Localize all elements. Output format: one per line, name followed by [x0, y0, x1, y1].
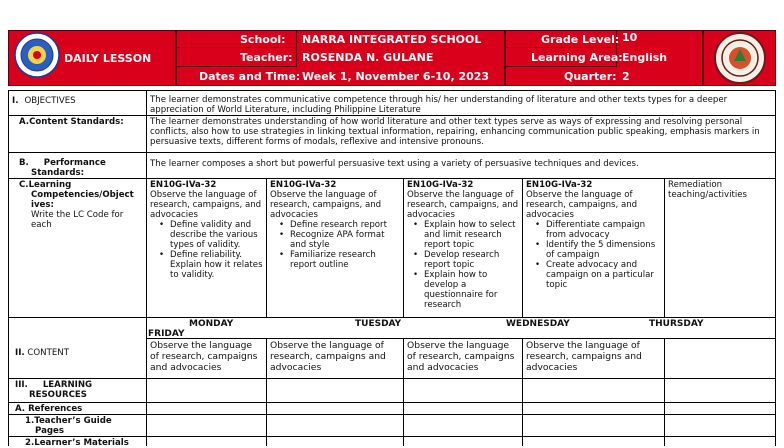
- competency-bullet: • Create advocacy and campaign on a particular topic: [526, 260, 661, 290]
- competency-bullet: • Define research report: [270, 220, 400, 230]
- deped-seal-icon: [14, 32, 60, 78]
- dates-label: Dates and Time:: [199, 70, 301, 83]
- competency-desc: Observe the language of research, campaigns, and advocacies: [407, 190, 519, 220]
- content-standards-row: [8, 115, 776, 152]
- performance-label-c: Standards:: [31, 168, 85, 178]
- competency-code: EN10G-IVa-32: [270, 180, 337, 190]
- objectives-label: OBJECTIVES: [24, 96, 76, 106]
- content-wednesday: Observe the language of research, campaigns and advocacies: [403, 339, 522, 378]
- resources-label-b: RESOURCES: [29, 390, 87, 400]
- competencies-label-d: Write the LC Code for: [31, 210, 124, 220]
- content-standards-text: The learner demonstrates understanding of how world literature and other text types serve as ways of expressing and resolving personal conflicts, also how to use strategies in linking textual information, repairing, enhancing communication public speaking, emphasis markers in persuasive texts, different forms of modals, reflexive and intensive pronouns.: [146, 116, 776, 152]
- content-row: [8, 317, 776, 378]
- learning-area-label: Learning Area:: [531, 51, 623, 64]
- day-wednesday: WEDNESDAY: [506, 319, 570, 329]
- competency-thursday: [522, 179, 664, 317]
- competency-bullet: • Identify the 5 dimensions of campaign: [526, 240, 661, 260]
- competency-bullet: • Recognize APA format and style: [270, 230, 400, 250]
- learning-area-value: English: [622, 51, 668, 64]
- resources-row: [8, 378, 776, 402]
- resources-num: III.: [15, 380, 28, 390]
- competency-code: EN10G-IVa-32: [150, 180, 217, 190]
- content-thursday: Observe the language of research, campaigns and advocacies: [522, 339, 664, 378]
- learners-materials-row: [8, 436, 776, 446]
- competency-desc: Observe the language of research, campaigns, and advocacies: [270, 190, 382, 220]
- content-friday: [664, 339, 776, 378]
- teacher-label: Teacher:: [240, 51, 293, 64]
- school-label: School:: [240, 33, 286, 46]
- dates-value: Week 1, November 6-10, 2023: [302, 70, 490, 83]
- competency-bullet: • Explain how to select and limit research report topic: [404, 220, 519, 250]
- content-num: II.: [15, 348, 25, 358]
- grade-label: Grade Level:: [541, 33, 620, 46]
- teachers-guide-label-cell: [8, 415, 146, 436]
- performance-standards-text: The learner composes a short but powerful persuasive text using a variety of persuasive techniques and devices.: [146, 153, 776, 178]
- competency-bullet: • Define validity and describe the various types of validity.: [150, 220, 263, 250]
- learners-materials-label: 2.Learner’s Materials: [8, 437, 146, 446]
- competency-monday: [146, 179, 266, 317]
- competency-wednesday: [403, 179, 522, 317]
- content-monday: Observe the language of research, campaigns and advocacies: [146, 339, 266, 378]
- daily-lesson-title: DAILY LESSON: [64, 52, 152, 65]
- resources-label-a: LEARNING: [42, 380, 93, 390]
- objectives-label-cell: [8, 91, 146, 115]
- references-label: A. References: [8, 403, 146, 414]
- grade-value: 10: [622, 31, 638, 44]
- competency-desc: Observe the language of research, campaigns, and advocacies: [150, 190, 262, 220]
- references-row: [8, 402, 776, 414]
- objectives-row: [8, 90, 776, 115]
- competency-code: EN10G-IVa-32: [407, 180, 474, 190]
- day-thursday: THURSDAY: [649, 319, 704, 329]
- performance-label-a: B.: [19, 158, 29, 168]
- objectives-num: I.: [12, 96, 19, 106]
- objectives-text: The learner demonstrates communicative competence through his/ her understanding of literature and other texts types for a deeper appreciation of World Literature, including Philippine Literature: [146, 91, 776, 115]
- quarter-value: 2: [622, 70, 630, 83]
- quarter-label: Quarter:: [564, 70, 617, 83]
- competency-friday: [664, 179, 776, 317]
- competencies-label-a: C.Learning: [19, 180, 72, 190]
- competency-bullet: • Define reliability. Explain how it relates to validity.: [150, 250, 263, 280]
- competency-bullet: • Explain how to develop a questionnaire for research: [404, 270, 519, 310]
- day-tuesday: TUESDAY: [355, 319, 402, 329]
- day-friday: FRIDAY: [148, 329, 185, 339]
- competencies-row: [8, 178, 776, 317]
- lesson-header: [0, 0, 784, 86]
- competency-code: EN10G-IVa-32: [526, 180, 593, 190]
- performance-standards-label-cell: [8, 153, 146, 178]
- competencies-label-b: Competencies/Object: [31, 190, 134, 200]
- competencies-label-cell: [8, 179, 146, 317]
- teacher-value: ROSENDA N. GULANE: [302, 51, 434, 64]
- content-label-cell: [8, 318, 146, 378]
- competencies-label-e: each: [31, 220, 52, 230]
- competency-tuesday: [266, 179, 403, 317]
- teachers-guide-label-b: Pages: [35, 426, 64, 436]
- performance-standards-row: [8, 152, 776, 178]
- competency-bullet: • Develop research report topic: [404, 250, 519, 270]
- content-tuesday: Observe the language of research, campaigns and advocacies: [266, 339, 403, 378]
- teachers-guide-label: 1.Teacher’s Guide: [25, 416, 112, 426]
- day-monday: MONDAY: [189, 319, 234, 329]
- days-header: [146, 318, 776, 339]
- remediation-text: Remediation teaching/activities: [668, 180, 748, 200]
- competencies-label-c: ives:: [31, 200, 54, 210]
- school-value: NARRA INTEGRATED SCHOOL: [302, 33, 482, 46]
- content-standards-label: A.Content Standards:: [8, 116, 146, 152]
- resources-label-cell: [8, 379, 146, 402]
- competency-desc: Observe the language of research, campaigns, and advocacies: [526, 190, 638, 220]
- teachers-guide-row: [8, 414, 776, 436]
- competency-bullet: • Familiarize research report outline: [270, 250, 400, 270]
- competency-bullet: • Differentiate campaign from advocacy: [526, 220, 661, 240]
- performance-label-b: Performance: [43, 158, 106, 168]
- content-label: CONTENT: [27, 348, 69, 358]
- school-seal-icon: [714, 32, 766, 84]
